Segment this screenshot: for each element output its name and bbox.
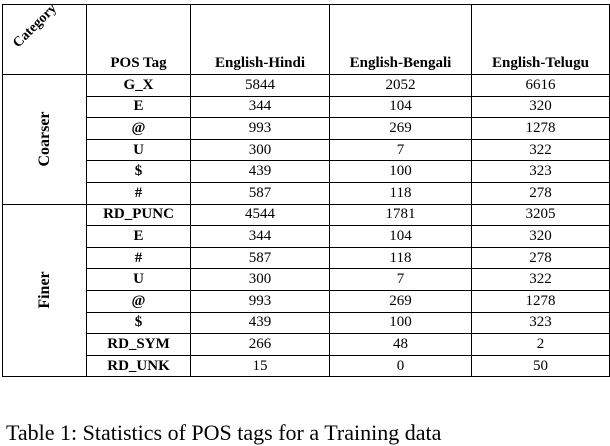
column-header-pos-tag: POS Tag bbox=[87, 5, 191, 75]
english-bengali-cell: 7 bbox=[330, 139, 472, 161]
english-bengali-cell: 269 bbox=[330, 118, 472, 140]
category-cell-coarser bbox=[3, 75, 87, 205]
category-header-label: Category bbox=[10, 1, 60, 51]
table-caption: Table 1: Statistics of POS tags for a Training data bbox=[6, 420, 442, 445]
category-label: Coarser bbox=[35, 111, 53, 167]
english-telugu-cell: 278 bbox=[472, 247, 610, 269]
pos-tag-cell: E bbox=[87, 226, 191, 248]
english-bengali-cell: 269 bbox=[330, 290, 472, 312]
english-hindi-cell: 344 bbox=[191, 226, 330, 248]
english-hindi-cell: 15 bbox=[191, 355, 330, 377]
english-bengali-cell: 1781 bbox=[330, 204, 472, 226]
pos-tag-cell: U bbox=[87, 139, 191, 161]
pos-tag-cell: G_X bbox=[87, 75, 191, 97]
english-telugu-cell: 320 bbox=[472, 96, 610, 118]
category-cell-finer bbox=[3, 204, 87, 377]
english-hindi-cell: 300 bbox=[191, 269, 330, 291]
table-row bbox=[3, 247, 610, 269]
table-row bbox=[3, 269, 610, 291]
table-row bbox=[3, 139, 610, 161]
pos-tag-cell: $ bbox=[87, 312, 191, 334]
english-hindi-cell: 5844 bbox=[191, 75, 330, 97]
english-bengali-cell: 118 bbox=[330, 247, 472, 269]
english-hindi-cell: 587 bbox=[191, 247, 330, 269]
pos-tag-cell: RD_SYM bbox=[87, 334, 191, 356]
table-row bbox=[3, 182, 610, 204]
english-bengali-cell: 48 bbox=[330, 334, 472, 356]
english-bengali-cell: 104 bbox=[330, 96, 472, 118]
table-row bbox=[3, 161, 610, 183]
english-hindi-cell: 300 bbox=[191, 139, 330, 161]
column-header-english-telugu: English-Telugu bbox=[472, 5, 610, 75]
column-header-english-hindi: English-Hindi bbox=[191, 5, 330, 75]
table-row bbox=[3, 118, 610, 140]
english-hindi-cell: 439 bbox=[191, 312, 330, 334]
english-hindi-cell: 344 bbox=[191, 96, 330, 118]
english-bengali-cell: 100 bbox=[330, 312, 472, 334]
pos-tag-cell: RD_PUNC bbox=[87, 204, 191, 226]
english-telugu-cell: 322 bbox=[472, 139, 610, 161]
pos-tag-cell: E bbox=[87, 96, 191, 118]
table-row bbox=[3, 334, 610, 356]
pos-tag-cell: U bbox=[87, 269, 191, 291]
category-header-cell bbox=[3, 1, 87, 75]
category-label: Finer bbox=[35, 271, 53, 310]
column-header-english-bengali: English-Bengali bbox=[330, 5, 472, 75]
english-bengali-cell: 104 bbox=[330, 226, 472, 248]
table-row bbox=[3, 355, 610, 377]
english-bengali-cell: 0 bbox=[330, 355, 472, 377]
english-telugu-cell: 322 bbox=[472, 269, 610, 291]
english-hindi-cell: 4544 bbox=[191, 204, 330, 226]
english-hindi-cell: 993 bbox=[191, 290, 330, 312]
table-row bbox=[3, 312, 610, 334]
english-telugu-cell: 1278 bbox=[472, 290, 610, 312]
english-telugu-cell: 323 bbox=[472, 161, 610, 183]
english-telugu-cell: 2 bbox=[472, 334, 610, 356]
english-telugu-cell: 1278 bbox=[472, 118, 610, 140]
pos-tag-cell: @ bbox=[87, 290, 191, 312]
table-row bbox=[3, 204, 610, 226]
english-hindi-cell: 993 bbox=[191, 118, 330, 140]
english-telugu-cell: 6616 bbox=[472, 75, 610, 97]
english-hindi-cell: 587 bbox=[191, 182, 330, 204]
header-row bbox=[3, 5, 610, 75]
english-telugu-cell: 3205 bbox=[472, 204, 610, 226]
english-bengali-cell: 7 bbox=[330, 269, 472, 291]
english-telugu-cell: 278 bbox=[472, 182, 610, 204]
english-bengali-cell: 2052 bbox=[330, 75, 472, 97]
table-row bbox=[3, 75, 610, 97]
english-telugu-cell: 323 bbox=[472, 312, 610, 334]
english-telugu-cell: 50 bbox=[472, 355, 610, 377]
pos-tag-cell: $ bbox=[87, 161, 191, 183]
pos-statistics-table bbox=[2, 1, 610, 377]
table-row bbox=[3, 290, 610, 312]
pos-tag-cell: @ bbox=[87, 118, 191, 140]
english-hindi-cell: 266 bbox=[191, 334, 330, 356]
english-hindi-cell: 439 bbox=[191, 161, 330, 183]
english-bengali-cell: 100 bbox=[330, 161, 472, 183]
english-bengali-cell: 118 bbox=[330, 182, 472, 204]
pos-tag-cell: # bbox=[87, 247, 191, 269]
english-telugu-cell: 320 bbox=[472, 226, 610, 248]
table-row bbox=[3, 96, 610, 118]
pos-tag-cell: RD_UNK bbox=[87, 355, 191, 377]
pos-tag-cell: # bbox=[87, 182, 191, 204]
table-row bbox=[3, 226, 610, 248]
